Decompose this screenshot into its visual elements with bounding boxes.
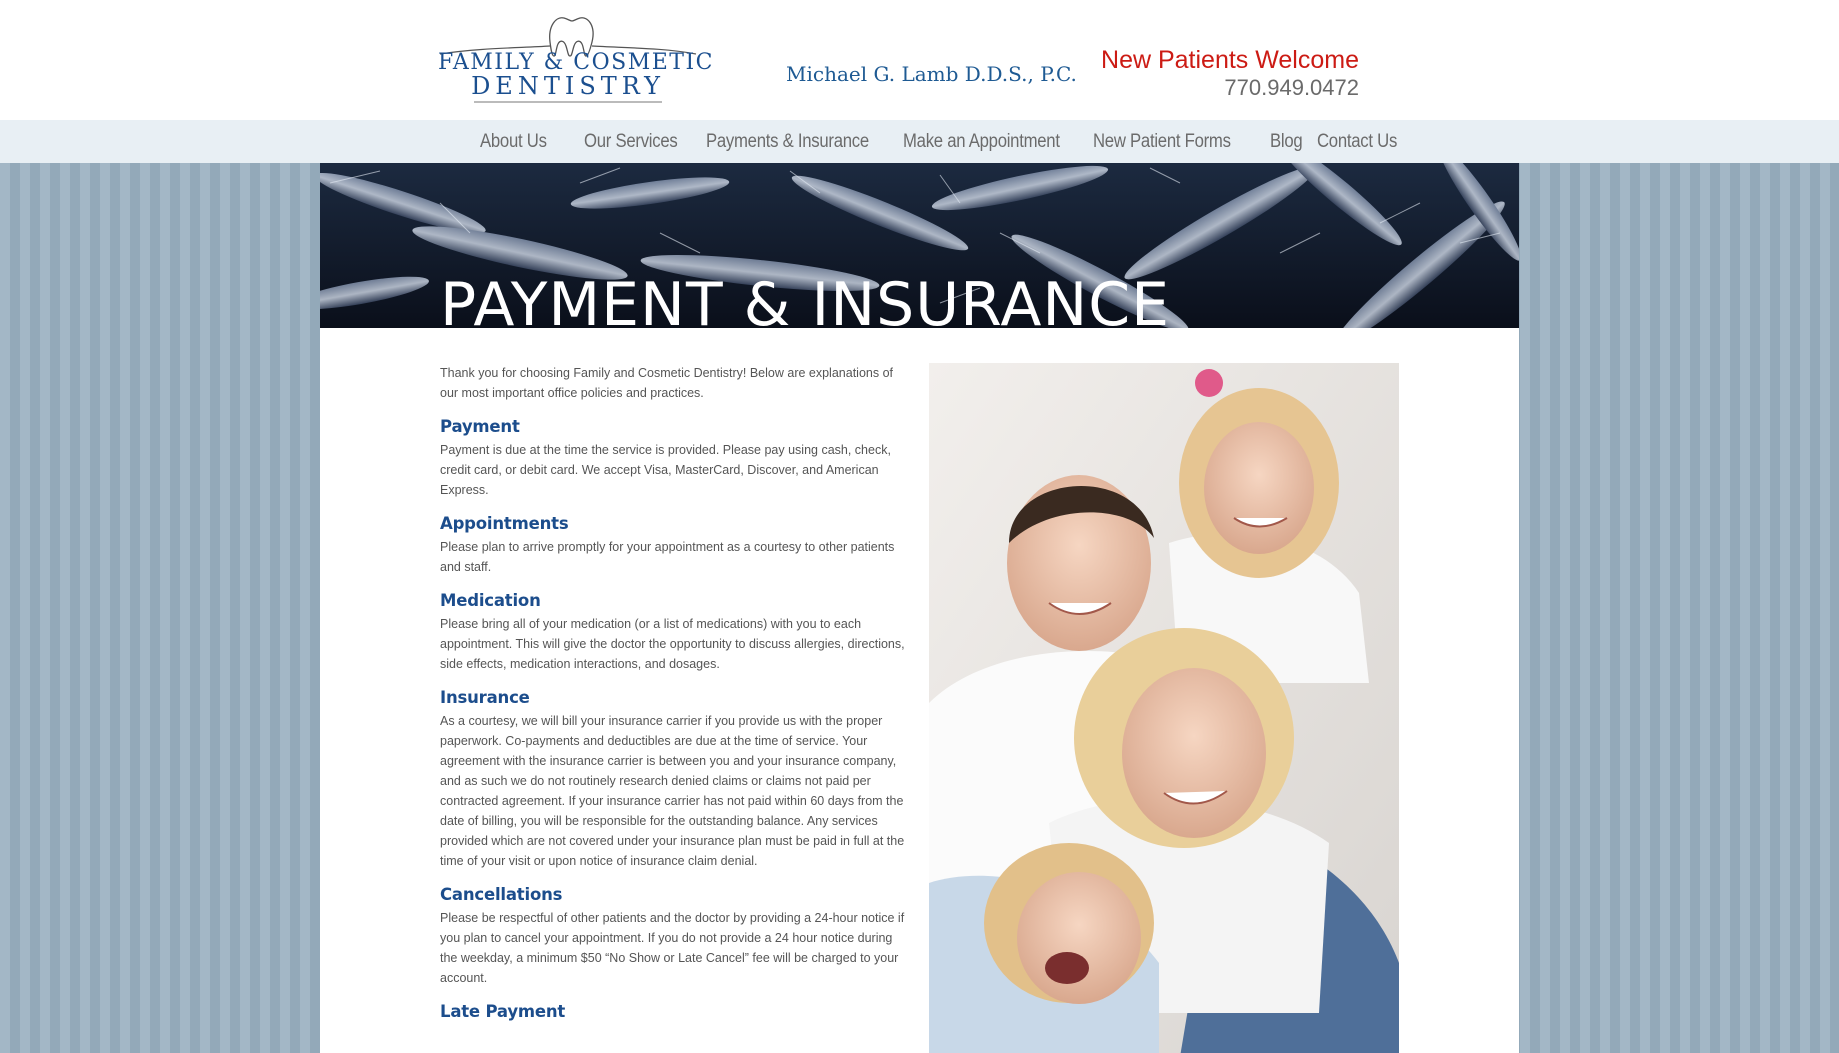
section-heading-insurance: Insurance — [440, 688, 530, 707]
new-patients-welcome: New Patients Welcome — [1101, 46, 1359, 74]
section-body-medication: Please bring all of your medication (or a list of medications) with you to each appointment. This will give the doctor the opportunity to discuss allergies, directions, side effects, medication interactions, and dosages. — [440, 617, 905, 671]
main-content — [320, 163, 1519, 1053]
logo-line1: FAMILY & COSMETIC — [438, 50, 714, 75]
intro-text: Thank you for choosing Family and Cosmetic Dentistry! Below are explanations of our most important office policies and practices. — [440, 366, 893, 400]
nav-item-blog[interactable]: Blog — [1269, 130, 1303, 152]
site-header — [0, 0, 1839, 120]
site-logo[interactable] — [438, 12, 714, 104]
family-photo — [929, 363, 1399, 1053]
phone-number[interactable]: 770.949.0472 — [1224, 75, 1359, 100]
section-heading-payment: Payment — [440, 417, 520, 436]
section-heading-appointments: Appointments — [440, 514, 569, 533]
main-nav — [0, 120, 1839, 163]
section-heading-cancellations: Cancellations — [440, 885, 563, 904]
section-body-insurance: As a courtesy, we will bill your insurance carrier if you provide us with the proper paperwork. Co-payments and deductibles are due at the time of service. Your agreement with the insurance carrier is between you and your insurance company, and as such we do not routinely research denied claims or claims not paid per contracted agreement. If your insurance carrier has not paid within 60 days from the date of billing, you will be responsible for the outstanding balance. Any services provided which are not covered under your insurance plan must be paid in full at the time of your visit or upon notice of insurance claim denial. — [440, 714, 905, 868]
nav-item-contact-us[interactable]: Contact Us — [1316, 130, 1397, 152]
page-title: PAYMENT & INSURANCE — [440, 270, 1171, 328]
section-body-cancellations: Please be respectful of other patients and the doctor by providing a 24-hour notice if you plan to cancel your appointment. If you do not provide a 24 hour notice during the weekday, a minimum $50 “No Show or Late Cancel” fee will be charged to your account. — [440, 911, 905, 985]
nav-item-about-us[interactable]: About Us — [480, 130, 547, 152]
section-heading-late-payment: Late Payment — [440, 1002, 566, 1021]
doctor-name: Michael G. Lamb D.D.S., P.C. — [786, 62, 1077, 86]
policy-text-column — [440, 363, 912, 1025]
section-heading-medication: Medication — [440, 591, 541, 610]
section-body-appointments: Please plan to arrive promptly for your appointment as a courtesy to other patients and staff. — [440, 540, 895, 574]
logo-line2: DENTISTRY — [471, 72, 665, 100]
nav-item-payments-insurance[interactable]: Payments & Insurance — [705, 130, 869, 152]
page-banner — [320, 163, 1519, 328]
nav-item-new-patient-forms[interactable]: New Patient Forms — [1093, 130, 1231, 152]
nav-item-make-appointment[interactable]: Make an Appointment — [903, 130, 1060, 152]
section-body-payment: Payment is due at the time the service is provided. Please pay using cash, check, credit card, or debit card. We accept Visa, MasterCard, Discover, and American Express. — [440, 443, 891, 497]
family-image — [929, 363, 1399, 1053]
nav-item-our-services[interactable]: Our Services — [583, 130, 678, 152]
